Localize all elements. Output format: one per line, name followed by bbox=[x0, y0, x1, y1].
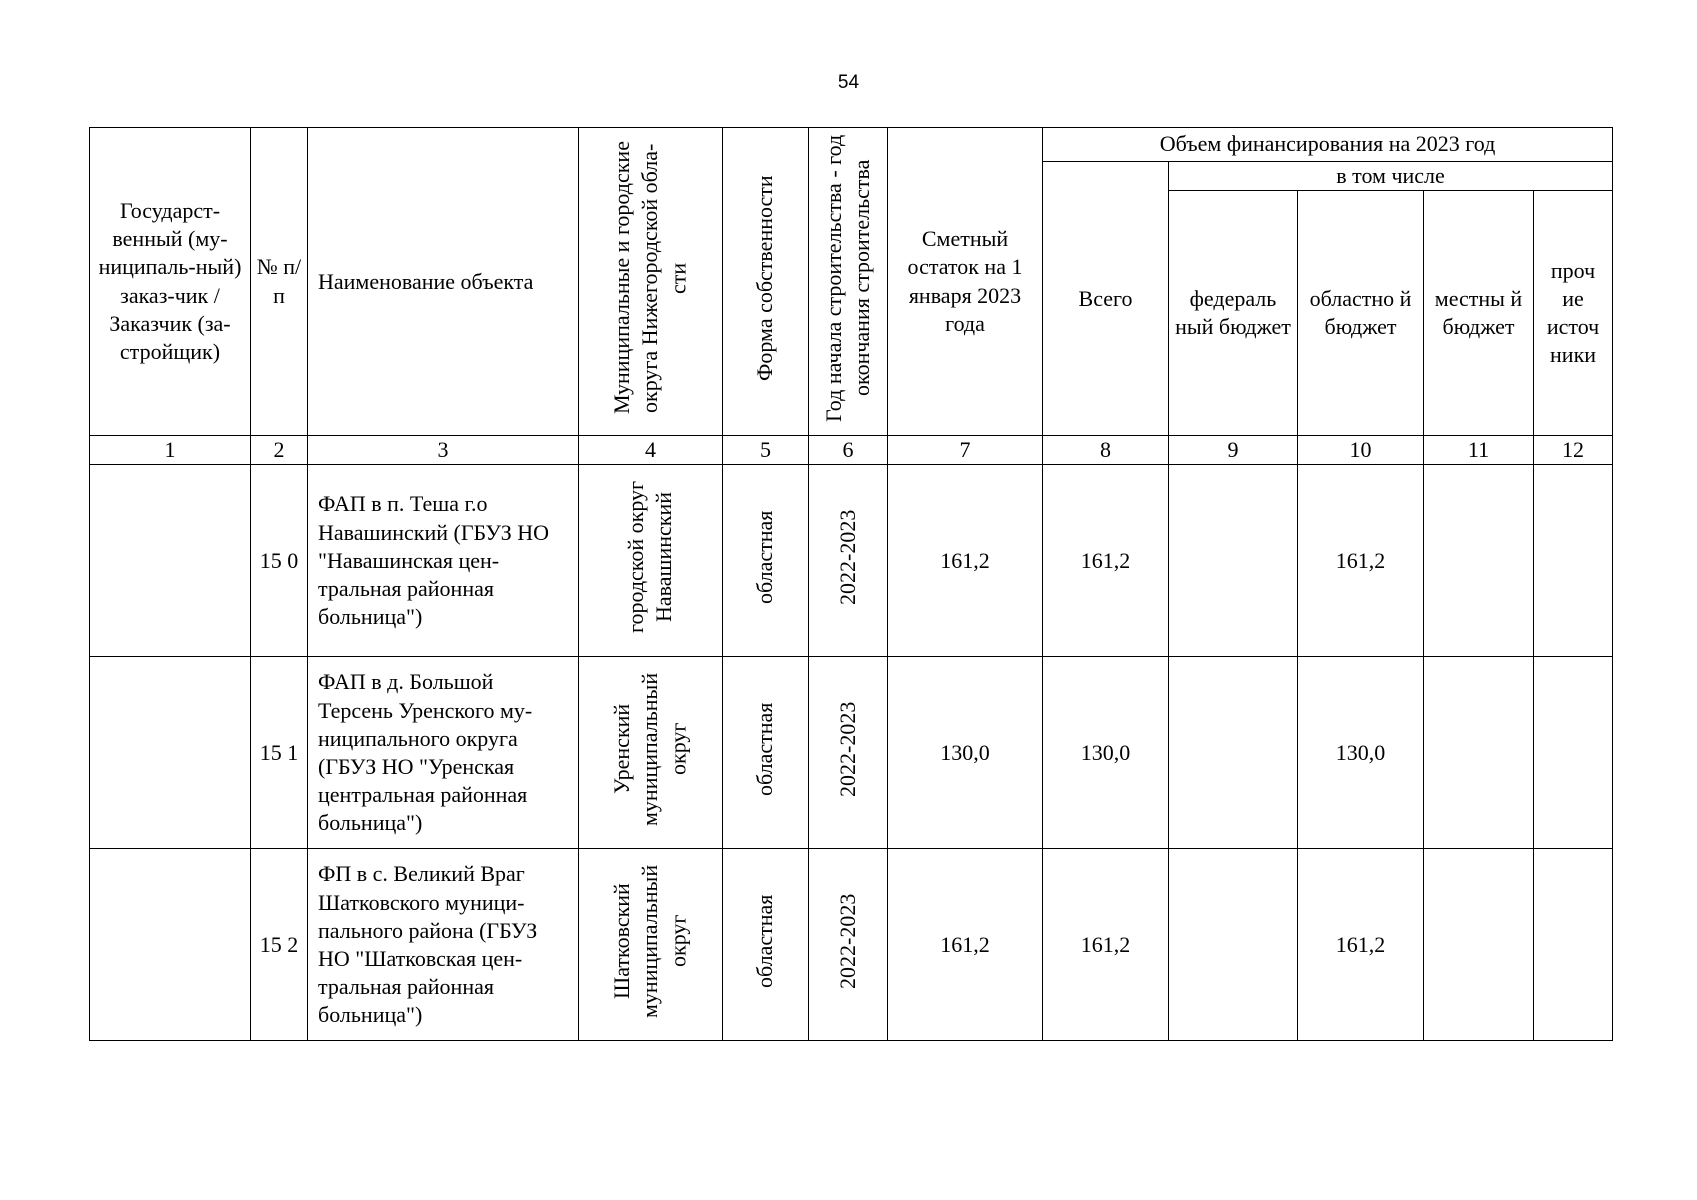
cell-number: 15 2 bbox=[251, 849, 308, 1041]
cell-municipal bbox=[579, 657, 723, 849]
page-number: 54 bbox=[837, 72, 860, 93]
column-number: 10 bbox=[1298, 436, 1424, 465]
column-number: 5 bbox=[723, 436, 809, 465]
cell-municipal bbox=[579, 465, 723, 657]
header-ownership bbox=[723, 128, 809, 436]
cell-object-name: ФАП в п. Теша г.о Навашинский (ГБУЗ НО "Навашинская цен-тральная районная больница") bbox=[308, 465, 579, 657]
cell-local bbox=[1424, 657, 1534, 849]
cell-ownership bbox=[723, 657, 809, 849]
cell-federal bbox=[1169, 465, 1298, 657]
cell-ownership bbox=[723, 849, 809, 1041]
header-number: № п/п bbox=[251, 128, 308, 436]
table-row bbox=[90, 849, 1613, 1041]
cell-years-label: 2022-2023 bbox=[834, 701, 860, 797]
cell-regional: 130,0 bbox=[1298, 657, 1424, 849]
header-years bbox=[809, 128, 888, 436]
cell-federal bbox=[1169, 657, 1298, 849]
cell-ownership bbox=[723, 465, 809, 657]
header-local: местны й бюджет bbox=[1424, 191, 1534, 436]
column-number: 12 bbox=[1534, 436, 1613, 465]
cell-municipal-label: городской округ Навашинский bbox=[623, 481, 677, 634]
header-funding-title: Объем финансирования на 2023 год bbox=[1043, 128, 1613, 162]
column-numbers-row bbox=[90, 436, 1613, 465]
cell-years-label: 2022-2023 bbox=[834, 893, 860, 989]
table-row bbox=[90, 657, 1613, 849]
cell-local bbox=[1424, 849, 1534, 1041]
cell-estimate: 161,2 bbox=[888, 465, 1043, 657]
column-number: 6 bbox=[809, 436, 888, 465]
column-number: 3 bbox=[308, 436, 579, 465]
cell-total: 130,0 bbox=[1043, 657, 1169, 849]
column-number: 7 bbox=[888, 436, 1043, 465]
header-row-1 bbox=[90, 128, 1613, 162]
table-row bbox=[90, 465, 1613, 657]
column-number: 9 bbox=[1169, 436, 1298, 465]
cell-years bbox=[809, 849, 888, 1041]
column-number: 2 bbox=[251, 436, 308, 465]
cell-years-label: 2022-2023 bbox=[834, 509, 860, 605]
cell-years bbox=[809, 657, 888, 849]
header-federal: федераль ный бюджет bbox=[1169, 191, 1298, 436]
cell-municipal-label: Уренский муниципальный округ bbox=[609, 672, 691, 826]
cell-other bbox=[1534, 465, 1613, 657]
header-years-label: Год начала строительства - год окончания строительства bbox=[820, 134, 874, 422]
header-including: в том числе bbox=[1169, 162, 1613, 191]
cell-ownership-label: областная bbox=[752, 702, 778, 796]
cell-ownership-label: областная bbox=[752, 894, 778, 988]
cell-customer bbox=[90, 657, 251, 849]
header-estimate: Сметный остаток на 1 января 2023 года bbox=[888, 128, 1043, 436]
column-number: 8 bbox=[1043, 436, 1169, 465]
cell-regional: 161,2 bbox=[1298, 465, 1424, 657]
header-customer: Государст-венный (му-ниципаль-ный) заказ-чик / Заказчик (за-стройщик) bbox=[90, 128, 251, 436]
column-number: 4 bbox=[579, 436, 723, 465]
column-number: 11 bbox=[1424, 436, 1534, 465]
cell-customer bbox=[90, 465, 251, 657]
cell-other bbox=[1534, 849, 1613, 1041]
cell-total: 161,2 bbox=[1043, 465, 1169, 657]
cell-estimate: 161,2 bbox=[888, 849, 1043, 1041]
header-regional: областно й бюджет bbox=[1298, 191, 1424, 436]
cell-regional: 161,2 bbox=[1298, 849, 1424, 1041]
cell-customer bbox=[90, 849, 251, 1041]
cell-object-name: ФАП в д. Большой Терсень Уренского му-ниципального округа (ГБУЗ НО "Уренская центральная районная больница") bbox=[308, 657, 579, 849]
cell-number: 15 1 bbox=[251, 657, 308, 849]
cell-object-name: ФП в с. Великий Враг Шатковского муници-пального района (ГБУЗ НО "Шатковская цен-тральная районная больница") bbox=[308, 849, 579, 1041]
cell-local bbox=[1424, 465, 1534, 657]
header-ownership-label: Форма собственности bbox=[752, 175, 778, 381]
cell-ownership-label: областная bbox=[752, 510, 778, 604]
cell-federal bbox=[1169, 849, 1298, 1041]
header-object-name: Наименование объекта bbox=[308, 128, 579, 436]
cell-estimate: 130,0 bbox=[888, 657, 1043, 849]
header-municipal-label: Муниципальные и городские округа Нижегородской обла-сти bbox=[609, 141, 691, 415]
header-other: проч ие источ ники bbox=[1534, 191, 1613, 436]
cell-total: 161,2 bbox=[1043, 849, 1169, 1041]
cell-municipal-label: Шатковский муниципальный округ bbox=[609, 864, 691, 1018]
header-municipal bbox=[579, 128, 723, 436]
cell-municipal bbox=[579, 849, 723, 1041]
funding-table bbox=[89, 127, 1613, 1041]
column-number: 1 bbox=[90, 436, 251, 465]
cell-other bbox=[1534, 657, 1613, 849]
header-total: Всего bbox=[1043, 162, 1169, 436]
cell-years bbox=[809, 465, 888, 657]
cell-number: 15 0 bbox=[251, 465, 308, 657]
